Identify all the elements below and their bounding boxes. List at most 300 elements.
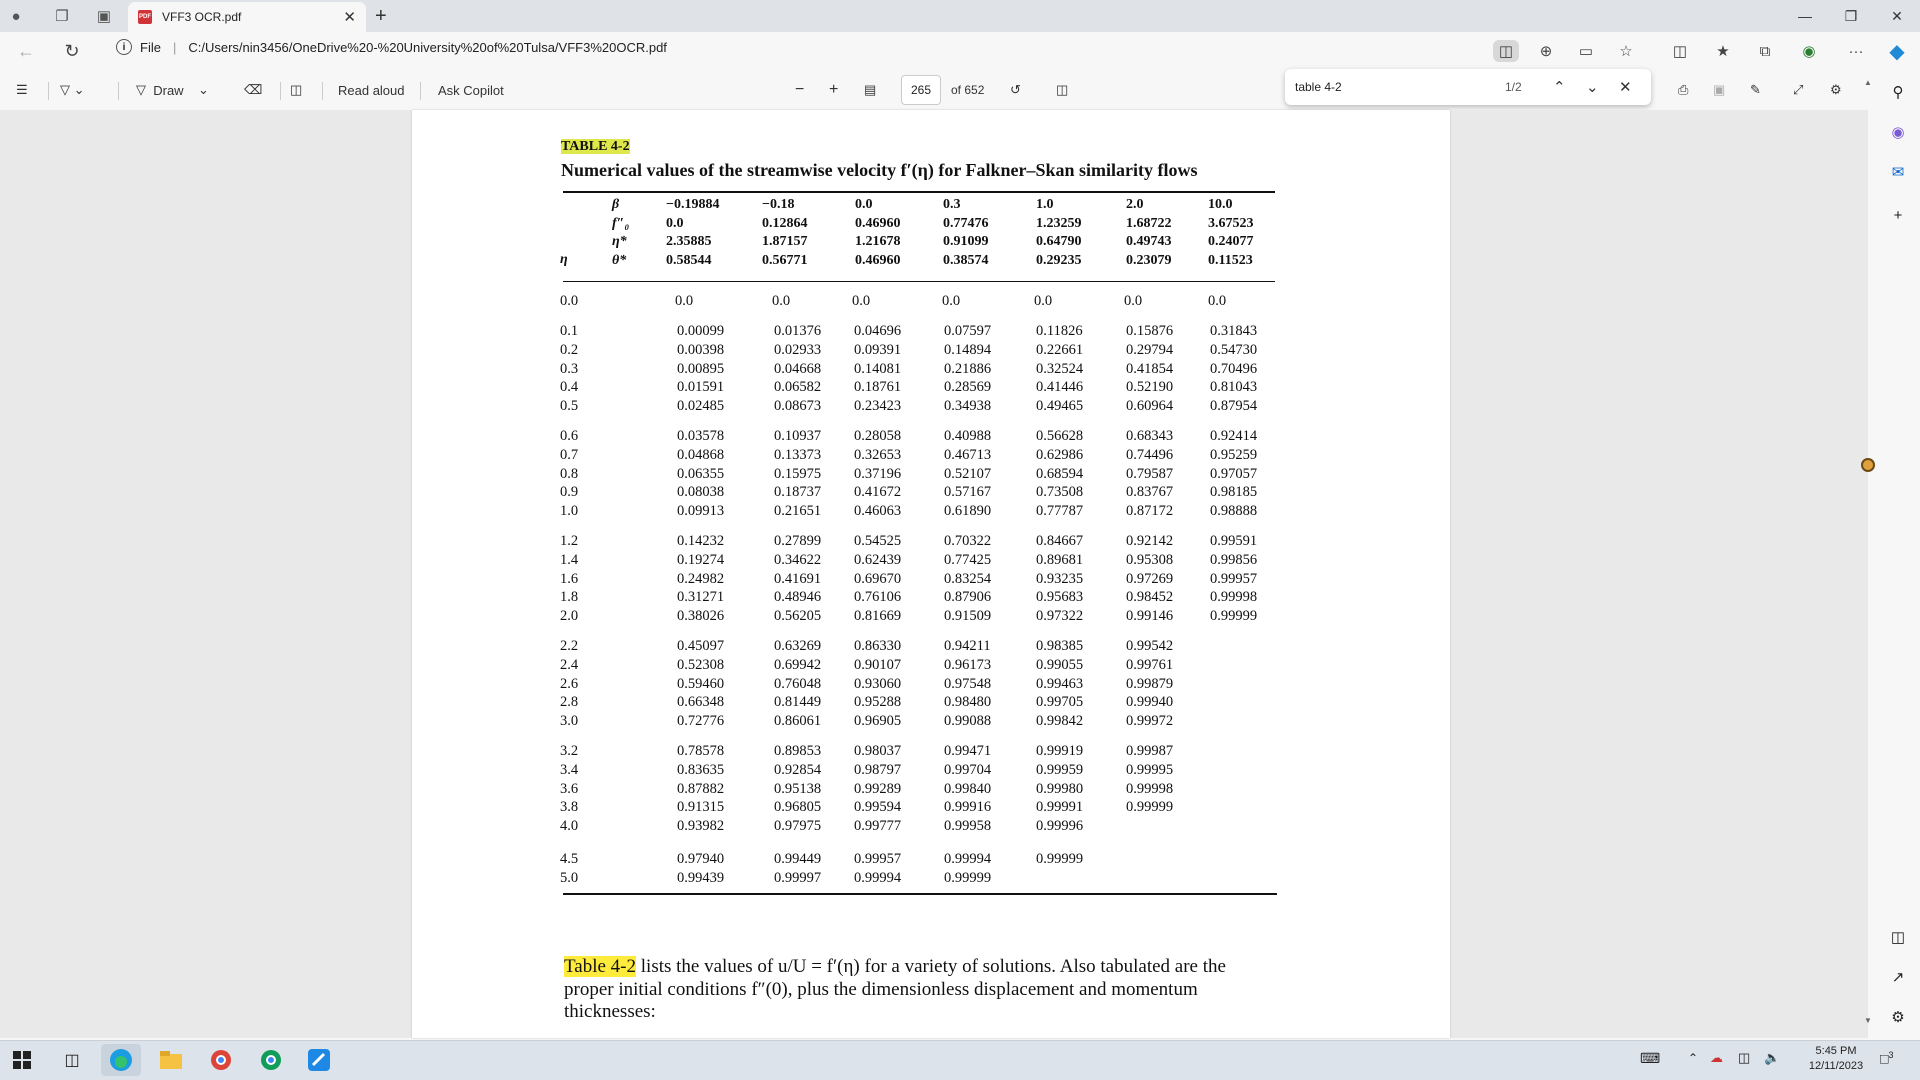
scroll-marker[interactable]	[1861, 458, 1875, 472]
address-bar[interactable]	[116, 39, 667, 55]
table-top-rule	[563, 191, 1275, 193]
table-cell: 0.09391	[854, 341, 902, 358]
table-cell: 0.99761	[1126, 656, 1174, 673]
header-value: 2.35885	[666, 234, 712, 250]
eta-value: 0.7	[560, 446, 579, 463]
eta-value: 1.8	[560, 589, 579, 606]
save-icon[interactable]: ▣	[1713, 82, 1726, 97]
table-cell: 0.46063	[854, 503, 902, 520]
header-column	[762, 196, 808, 270]
value-group	[944, 322, 991, 416]
header-value: 0.29235	[1036, 252, 1082, 268]
keyboard-icon[interactable]: ⌨	[1640, 1050, 1661, 1066]
workspaces-icon[interactable]: ❐	[55, 8, 69, 25]
zoom-in-icon[interactable]: +	[829, 81, 839, 98]
url-text: C:/Users/nin3456/OneDrive%20-%20University%20of%20Tulsa/VFF3%20OCR.pdf	[188, 39, 667, 55]
print-icon[interactable]: ⎙	[1678, 82, 1689, 97]
table-cell: 0.22661	[1036, 341, 1084, 358]
table-cell: 0.61890	[944, 503, 992, 520]
paragraph-highlight: Table 4-2	[564, 956, 637, 977]
table-cell: 0.01376	[774, 323, 822, 339]
favorites-icon[interactable]: ★	[1716, 43, 1730, 60]
restore-button[interactable]: ❐	[1844, 7, 1858, 24]
file-explorer-icon[interactable]	[151, 1044, 191, 1076]
header-column	[666, 196, 719, 270]
find-result-count: 1/2	[1505, 80, 1522, 94]
table-cell: 0.41691	[774, 570, 822, 587]
table-cell: 0.32524	[1036, 360, 1084, 377]
table-cell: 0.10937	[774, 428, 822, 444]
table-cell: 0.99958	[944, 818, 992, 835]
table-cell: 0.99940	[1126, 694, 1174, 711]
table-cell: 0.0	[1124, 293, 1143, 309]
value-group	[854, 637, 901, 731]
app-available-icon[interactable]: ▭	[1578, 43, 1594, 60]
eta-value: 1.6	[560, 570, 579, 587]
more-menu-icon[interactable]: ···	[1848, 42, 1864, 60]
profile-icon[interactable]: ●	[11, 7, 21, 25]
value-group	[677, 742, 724, 836]
eta-value: 1.2	[560, 533, 579, 549]
table-cell: 0.62439	[854, 551, 902, 568]
notification-icon[interactable]: □$^3$	[1880, 1050, 1894, 1067]
value-group	[944, 850, 991, 888]
divider	[48, 82, 49, 100]
table-cell: 0.66348	[677, 694, 725, 711]
table-cell: 0.95259	[1210, 446, 1258, 463]
eta-value: 0.0	[560, 293, 579, 309]
eta-value: 1.4	[560, 551, 579, 568]
header-value: 0.91099	[943, 234, 989, 250]
eta-group	[560, 532, 578, 626]
chrome-profile-icon[interactable]	[251, 1044, 291, 1076]
value-group	[774, 322, 821, 416]
minimize-button[interactable]: —	[1798, 8, 1812, 24]
draw-button[interactable]: ▽ Draw ⌄	[136, 82, 209, 98]
table-cell: 0.96173	[944, 656, 992, 673]
table-cell: 0.81043	[1210, 379, 1258, 396]
save-as-icon[interactable]: ✎	[1750, 82, 1761, 97]
table-cell: 0.34938	[944, 398, 992, 415]
eta-value: 3.0	[560, 713, 579, 730]
table-cell: 0.81449	[774, 694, 822, 711]
table-cell: 0.37196	[854, 465, 902, 482]
sidebar-toggle-icon[interactable]: ◫	[1890, 929, 1906, 946]
value-group	[1124, 292, 1142, 311]
table-cell: 0.97322	[1036, 608, 1084, 625]
table-cell: 0.32653	[854, 446, 902, 463]
table-cell: 0.11826	[1036, 323, 1083, 339]
value-group	[677, 637, 724, 731]
table-cell: 0.18737	[774, 484, 822, 501]
table-cell: 0.06582	[774, 379, 822, 396]
table-cell: 0.99957	[854, 851, 902, 867]
contents-icon[interactable]: ☰	[16, 82, 28, 97]
table-cell: 0.21651	[774, 503, 822, 520]
value-group	[677, 427, 724, 521]
eta-value: 0.2	[560, 341, 579, 358]
info-icon[interactable]: i	[116, 39, 132, 55]
table-cell: 0.98888	[1210, 503, 1258, 520]
back-button[interactable]: ←	[17, 40, 35, 61]
header-value: 0.58544	[666, 252, 712, 268]
table-cell: 0.99998	[1210, 589, 1258, 606]
table-cell: 0.45097	[677, 638, 725, 654]
zoom-icon[interactable]: ⊕	[1539, 43, 1553, 60]
value-group	[675, 292, 693, 311]
header-label: θ*	[612, 252, 627, 268]
value-group	[1034, 292, 1052, 311]
table-cell: 0.97940	[677, 851, 725, 867]
find-close-icon[interactable]: ✕	[1619, 79, 1632, 96]
table-cell: 0.99705	[1036, 694, 1084, 711]
value-group	[774, 532, 821, 626]
value-group	[1036, 532, 1083, 626]
table-cell: 0.0	[942, 293, 961, 309]
table-cell: 0.76106	[854, 589, 902, 606]
header-column	[1126, 196, 1172, 270]
table-cell: 0.59460	[677, 675, 725, 692]
header-value: 1.68722	[1126, 215, 1172, 231]
header-value: 0.64790	[1036, 234, 1082, 250]
table-cell: 0.99842	[1036, 713, 1084, 730]
value-group	[1036, 637, 1083, 731]
table-cell: 0.96805	[774, 799, 822, 816]
close-tab-icon[interactable]: ✕	[343, 9, 356, 26]
highlight-icon[interactable]: ▽ ⌄	[60, 82, 85, 97]
split-screen-icon[interactable]: ◫	[1672, 43, 1688, 60]
network-icon[interactable]: ◫	[1738, 1050, 1751, 1065]
extension-icon[interactable]: ◉	[1802, 43, 1816, 60]
table-cell: 0.83635	[677, 761, 725, 778]
copilot-icon[interactable]: ◆	[1889, 40, 1905, 63]
table-cell: 0.92414	[1210, 428, 1258, 444]
value-group	[1126, 322, 1173, 416]
date: 12/11/2023	[1808, 1060, 1864, 1072]
header-value: 0.56771	[762, 252, 808, 268]
header-value: 2.0	[1126, 197, 1144, 212]
table-cell: 0.93060	[854, 675, 902, 692]
header-column	[1208, 196, 1254, 270]
value-group	[677, 532, 724, 626]
volume-icon[interactable]: 🔈	[1764, 1050, 1781, 1065]
table-cell: 0.74496	[1126, 446, 1174, 463]
value-group	[1036, 742, 1083, 836]
eta-value: 3.4	[560, 761, 579, 778]
external-link-icon[interactable]: ↗	[1891, 969, 1905, 986]
table-cell: 0.08673	[774, 398, 822, 415]
value-group	[944, 427, 991, 521]
eta-value: 0.5	[560, 398, 579, 415]
table-cell: 0.90107	[854, 656, 902, 673]
table-cell: 0.48946	[774, 589, 822, 606]
table-cell: 0.99463	[1036, 675, 1084, 692]
eta-value: 0.6	[560, 428, 579, 444]
eta-value: 1.0	[560, 503, 579, 520]
ask-copilot-button[interactable]: Ask Copilot	[438, 82, 504, 98]
table-cell: 0.46713	[944, 446, 992, 463]
notification-count: 3	[1888, 1050, 1894, 1060]
header-value: 1.23259	[1036, 215, 1082, 231]
table-cell: 0.29794	[1126, 341, 1174, 358]
start-icon[interactable]	[2, 1044, 42, 1076]
settings-icon[interactable]: ⚙	[1830, 82, 1842, 97]
eta-group	[560, 742, 578, 836]
chrome-icon[interactable]	[201, 1044, 241, 1076]
sidebar-settings-icon[interactable]: ⚙	[1891, 1009, 1905, 1026]
find-input[interactable]: table 4-2	[1295, 80, 1342, 94]
header-value: 10.0	[1208, 197, 1233, 212]
body-paragraph	[564, 956, 1278, 1024]
table-cell: 0.99959	[1036, 761, 1084, 778]
value-group	[854, 532, 901, 626]
edge-taskbar-icon[interactable]	[101, 1044, 141, 1076]
close-window-button[interactable]: ✕	[1891, 7, 1903, 24]
collections-icon[interactable]: ⧉	[1759, 42, 1771, 60]
table-cell: 0.99987	[1126, 743, 1174, 759]
table-cell: 0.77425	[944, 551, 992, 568]
header-value: −0.19884	[666, 197, 720, 212]
outlook-icon[interactable]: ✉	[1891, 164, 1905, 181]
table-cell: 0.87954	[1210, 398, 1258, 415]
table-cell: 0.97057	[1210, 465, 1258, 482]
table-cell: 0.84667	[1036, 533, 1084, 549]
eta-value: 3.6	[560, 780, 579, 797]
paragraph-text: lists the values of u/U = f′(η) for a variety of solutions. Also tabulated are the proper initial conditions f″(0), plus the dimensionless displacement and momentum thicknesses:	[564, 956, 1226, 1022]
header-label: β	[612, 197, 620, 212]
header-value: 0.12864	[762, 215, 808, 231]
header-value: −0.18	[762, 197, 795, 212]
fit-page-icon[interactable]: ▤	[864, 82, 877, 97]
header-column	[1036, 196, 1082, 270]
table-cell: 0.96905	[854, 713, 902, 730]
value-group	[1036, 322, 1083, 416]
table-cell: 0.31843	[1210, 323, 1258, 339]
zoom-out-icon[interactable]: −	[795, 81, 805, 98]
table-caption: Numerical values of the streamwise velocity f′(η) for Falkner–Skan similarity flows	[561, 160, 1198, 180]
table-cell: 0.0	[1208, 293, 1227, 309]
table-cell: 0.04868	[677, 446, 725, 463]
table-cell: 0.02485	[677, 398, 725, 415]
table-cell: 0.98185	[1210, 484, 1258, 501]
table-cell: 0.73508	[1036, 484, 1084, 501]
header-value: 0.11523	[1208, 252, 1253, 268]
refresh-button[interactable]: ↻	[64, 40, 80, 61]
table-cell: 0.54525	[854, 533, 902, 549]
value-group	[852, 292, 870, 311]
table-bottom-rule	[563, 893, 1277, 895]
table-cell: 0.99991	[1036, 799, 1084, 816]
eta-value: 0.4	[560, 379, 579, 396]
tab-active[interactable]	[128, 2, 366, 32]
value-group	[772, 292, 790, 311]
app-icon[interactable]	[299, 1044, 339, 1076]
eta-value: 3.2	[560, 743, 579, 759]
table-cell: 0.89681	[1036, 551, 1084, 568]
table-cell: 0.99994	[854, 869, 902, 886]
table-cell: 0.02933	[774, 341, 822, 358]
table-cell: 0.99999	[1210, 608, 1258, 625]
table-cell: 0.52308	[677, 656, 725, 673]
page-number-input[interactable]: 265	[901, 75, 941, 105]
table-cell: 0.56205	[774, 608, 822, 625]
table-cell: 0.99972	[1126, 713, 1174, 730]
table-cell: 0.99916	[944, 799, 992, 816]
eta-value: 0.1	[560, 323, 579, 339]
table-cell: 0.95288	[854, 694, 902, 711]
eta-group	[560, 322, 578, 416]
table-cell: 0.68594	[1036, 465, 1084, 482]
table-cell: 0.98037	[854, 743, 902, 759]
table-cell: 0.00895	[677, 360, 725, 377]
eta-group	[560, 427, 578, 521]
eta-label: η	[560, 252, 568, 267]
eta-value: 4.0	[560, 818, 579, 835]
table-cell: 0.77787	[1036, 503, 1084, 520]
table-cell: 0.01591	[677, 379, 725, 396]
read-aloud-button[interactable]: Read aloud	[338, 82, 405, 98]
table-cell: 0.83767	[1126, 484, 1174, 501]
table-cell: 0.99856	[1210, 551, 1258, 568]
new-tab-button[interactable]: +	[375, 5, 387, 27]
table-cell: 0.21886	[944, 360, 992, 377]
table-cell: 0.41672	[854, 484, 902, 501]
table-header-rule	[563, 281, 1275, 282]
search-icon[interactable]: ⚲	[1892, 84, 1904, 101]
header-label: f″₀	[612, 215, 630, 231]
find-next-icon[interactable]: ⌄	[1586, 79, 1599, 96]
table-cell: 0.15876	[1126, 323, 1174, 339]
vertical-scrollbar[interactable]: ▲ ▼	[1864, 78, 1872, 1025]
table-cell: 0.52107	[944, 465, 992, 482]
table-cell: 0.99957	[1210, 570, 1258, 587]
network-warning-icon[interactable]: ☁	[1710, 1050, 1723, 1065]
page-view-icon[interactable]: ◫	[1056, 82, 1069, 97]
task-view-icon[interactable]: ◫	[64, 1052, 80, 1069]
table-cell: 0.23423	[854, 398, 902, 415]
table-cell: 0.99999	[944, 869, 992, 886]
table-cell: 0.99919	[1036, 743, 1084, 759]
table-cell: 0.91315	[677, 799, 725, 816]
table-cell: 0.99840	[944, 780, 992, 797]
header-value: 0.77476	[943, 215, 989, 231]
divider	[280, 82, 281, 100]
eta-value: 3.8	[560, 799, 579, 816]
copilot-sidebar-icon[interactable]: ◉	[1891, 124, 1905, 141]
table-cell: 0.27899	[774, 533, 822, 549]
table-cell: 0.28569	[944, 379, 992, 396]
value-group	[774, 742, 821, 836]
value-group	[1126, 427, 1173, 521]
table-cell: 0.91509	[944, 608, 992, 625]
table-cell: 0.99289	[854, 780, 902, 797]
table-cell: 0.08038	[677, 484, 725, 501]
header-value: 0.23079	[1126, 252, 1172, 268]
value-group	[944, 742, 991, 836]
table-cell: 0.28058	[854, 428, 902, 444]
table-cell: 0.18761	[854, 379, 902, 396]
table-cell: 0.60964	[1126, 398, 1174, 415]
header-value: 0.46960	[855, 215, 901, 231]
table-cell: 0.87172	[1126, 503, 1174, 520]
value-group	[1126, 532, 1173, 626]
tab-title: VFF3 OCR.pdf	[162, 10, 242, 24]
table-label	[561, 139, 630, 155]
table-cell: 0.57167	[944, 484, 992, 501]
header-value: 0.0	[666, 215, 684, 231]
table-cell: 0.92854	[774, 761, 822, 778]
table-cell: 0.19274	[677, 551, 725, 568]
header-value: 1.0	[1036, 197, 1054, 212]
table-cell: 0.94211	[944, 638, 991, 654]
eta-group	[560, 637, 578, 731]
text-icon[interactable]: ◫	[290, 82, 303, 97]
table-cell: 0.38026	[677, 608, 725, 625]
table-cell: 0.0	[675, 293, 694, 309]
eraser-icon[interactable]: ⌫	[244, 82, 263, 97]
value-group	[1208, 292, 1226, 311]
table-cell: 0.97975	[774, 818, 822, 835]
favorite-star-icon[interactable]: ☆	[1619, 43, 1633, 60]
value-group	[677, 850, 724, 888]
tray-chevron-icon[interactable]: ⌃	[1688, 1051, 1699, 1065]
value-group	[1210, 427, 1257, 521]
fullscreen-icon[interactable]: ⤢	[1793, 82, 1804, 97]
table-cell: 0.99998	[1126, 780, 1174, 797]
table-cell: 0.0	[852, 293, 871, 309]
table-cell: 0.93235	[1036, 570, 1084, 587]
table-cell: 0.99704	[944, 761, 992, 778]
value-group	[677, 322, 724, 416]
value-group	[854, 427, 901, 521]
table-cell: 0.99997	[774, 869, 822, 886]
table-cell: 0.99994	[944, 851, 992, 867]
table-cell: 0.41854	[1126, 360, 1174, 377]
table-label-text: TABLE 4-2	[561, 139, 630, 154]
table-cell: 0.41446	[1036, 379, 1084, 396]
table-cell: 0.99055	[1036, 656, 1084, 673]
clock[interactable]	[1806, 1045, 1866, 1072]
table-cell: 0.86061	[774, 713, 822, 730]
table-cell: 0.70496	[1210, 360, 1258, 377]
time: 5:45 PM	[1815, 1045, 1857, 1057]
table-cell: 0.49465	[1036, 398, 1084, 415]
add-sidebar-icon[interactable]: +	[1893, 206, 1903, 224]
rotate-icon[interactable]: ↺	[1010, 82, 1021, 97]
table-cell: 0.99999	[1036, 851, 1084, 867]
table-cell: 0.72776	[677, 713, 725, 730]
table-cell: 0.06355	[677, 465, 725, 482]
table-cell: 0.99146	[1126, 608, 1174, 625]
table-cell: 0.99542	[1126, 638, 1174, 654]
table-cell: 0.56628	[1036, 428, 1084, 444]
eta-value: 4.5	[560, 851, 579, 867]
tab-actions-icon[interactable]: ▣	[96, 8, 112, 25]
value-group	[1126, 742, 1173, 817]
eta-value: 2.2	[560, 638, 579, 654]
table-cell: 0.99591	[1210, 533, 1258, 549]
table-cell: 0.98797	[854, 761, 902, 778]
table-cell: 0.54730	[1210, 341, 1258, 358]
table-cell: 0.83254	[944, 570, 992, 587]
eta-group	[560, 850, 578, 888]
table-cell: 0.24982	[677, 570, 725, 587]
read-mode-icon[interactable]: ◫	[1493, 40, 1519, 62]
value-group	[854, 742, 901, 836]
find-previous-icon[interactable]: ⌃	[1553, 79, 1566, 96]
find-bar	[1285, 69, 1651, 105]
divider	[420, 82, 421, 100]
